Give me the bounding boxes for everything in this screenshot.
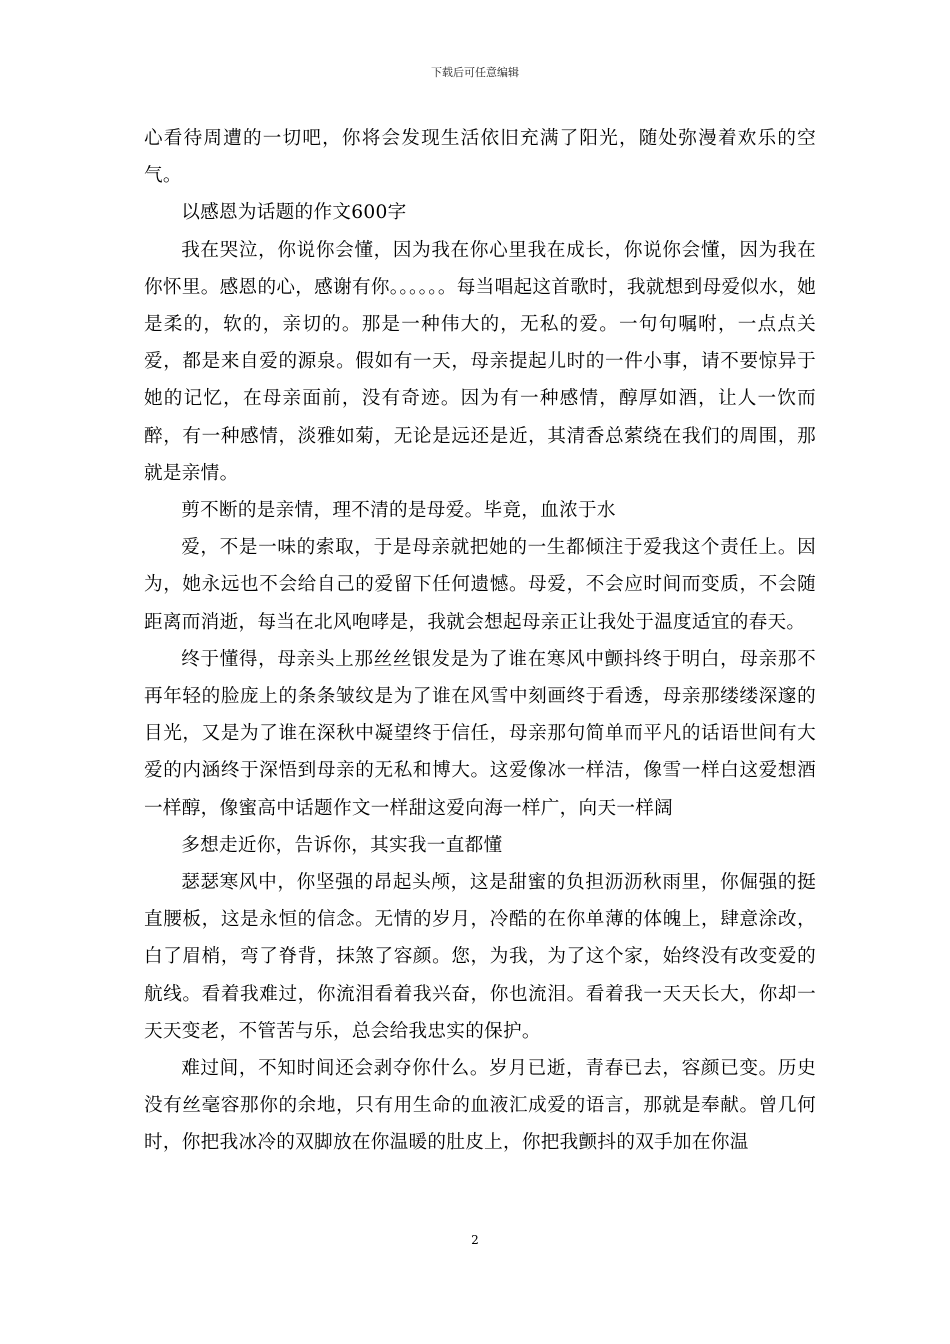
page-number: 2: [471, 1233, 479, 1247]
paragraph: 多想走近你，告诉你，其实我一直都懂: [181, 834, 503, 856]
paragraph: 爱，不是一味的索取，于是母亲就把她的一生都倾注于爱我这个责任上。因为，她永远也不会给自己的爱留下任何遗憾。母爱，不会应时间而变质，不会随距离而消逝，每当在北风咆哮是，我就会想起母亲正让我处于温度适宜的春天。: [144, 537, 816, 633]
paragraph-continuation: 心看待周遭的一切吧，你将会发现生活依旧充满了阳光，随处弥漫着欢乐的空气。: [144, 128, 816, 187]
paragraph: 剪不断的是亲情，理不清的是母爱。毕竟，血浓于水: [181, 500, 616, 522]
paragraph: 瑟瑟寒风中，你坚强的昂起头颅，这是甜蜜的负担沥沥秋雨里，你倔强的挺直腰板，这是永恒的信念。无情的岁月，冷酷的在你单薄的体魄上，肆意涂改，白了眉梢，弯了脊背，抹煞了容颜。您，为我，为了这个家，始终没有改变爱的航线。看着我难过，你流泪看着我兴奋，你也流泪。看着我一天天长大，你却一天天变老，不管苦与乐，总会给我忠实的保护。: [144, 872, 816, 1042]
page-header: 下载后可任意编辑: [431, 66, 519, 79]
document-body: [144, 120, 816, 1162]
paragraph: 难过间，不知时间还会剥夺你什么。岁月已逝，青春已去，容颜已变。历史没有丝毫容那你的余地，只有用生命的血液汇成爱的语言，那就是奉献。曾几何时，你把我冰冷的双脚放在你温暖的肚皮上，你把我颤抖的双手加在你温: [144, 1058, 816, 1154]
paragraph: 终于懂得，母亲头上那丝丝银发是为了谁在寒风中颤抖终于明白，母亲那不再年轻的脸庞上的条条皱纹是为了谁在风雪中刻画终于看透，母亲那缕缕深邃的目光，又是为了谁在深秋中凝望终于信任，母亲那句简单而平凡的话语世间有大爱的内涵终于深悟到母亲的无私和博大。这爱像冰一样洁，像雪一样白这爱想酒一样醇，像蜜高中话题作文一样甜这爱向海一样广，向天一样阔: [144, 648, 816, 819]
essay-title: 以感恩为话题的作文600字: [181, 202, 407, 224]
paragraph: 我在哭泣，你说你会懂，因为我在你心里我在成长，你说你会懂，因为我在你怀里。感恩的心，感谢有你。。。。。。每当唱起这首歌时，我就想到母爱似水，她是柔的，软的，亲切的。那是一种伟大的，无私的爱。一句句嘱咐，一点点关爱，都是来自爱的源泉。假如有一天，母亲提起儿时的一件小事，请不要惊异于她的记忆，在母亲面前，没有奇迹。因为有一种感情，醇厚如酒，让人一饮而醉，有一种感情，淡雅如菊，无论是远还是近，其清香总萦绕在我们的周围，那就是亲情。: [144, 239, 816, 484]
